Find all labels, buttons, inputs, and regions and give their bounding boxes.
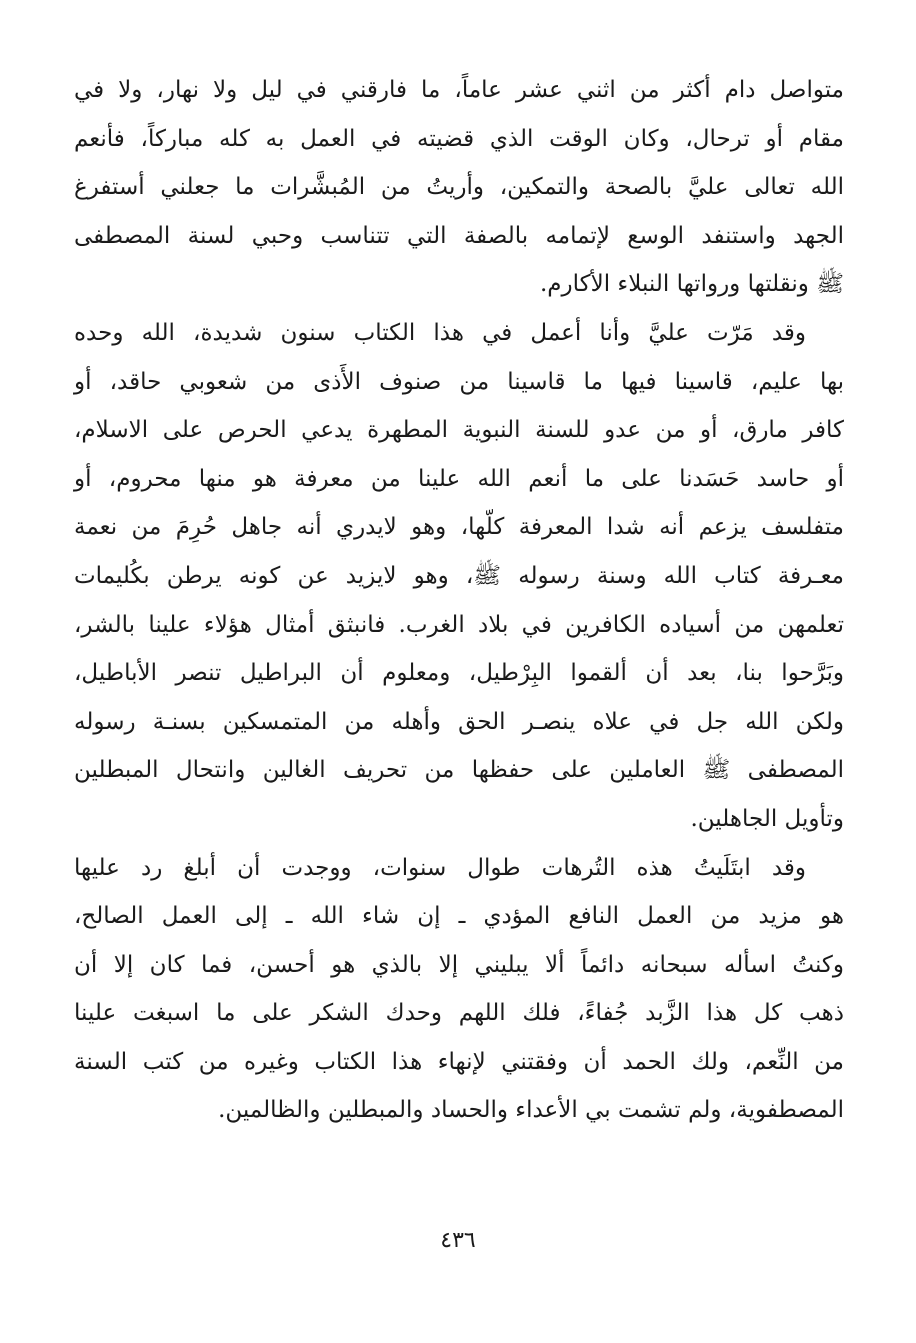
paragraph-1 [74,66,844,309]
text-line: معـرفة كتاب الله وسنة رسوله ﷺ، وهو لايزيد عن كونه يرطن بكُليمات [74,562,844,589]
text-line: ولكن الله جل في علاه ينصـر الحق وأهله من المتمسكين بسنـة رسوله [74,708,844,735]
text-line: ﷺ ونقلتها ورواتها النبلاء الأكارم. [540,271,844,298]
text-line: هو مزيد من العمل النافع المؤدي ـ إن شاء الله ـ إلى العمل الصالح، [74,903,844,930]
text-line: وكنتُ اسأله سبحانه دائماً ألا يبليني إلا بالذي هو أحسن، فما كان إلا أن [74,951,844,978]
text-line: ذهب كل هذا الزَّبد جُفاءً، فلك اللهم وحدك الشكر على ما اسبغت علينا [74,1000,844,1027]
paragraph-2 [74,309,844,844]
paragraph-3 [74,844,844,1136]
text-line: بها عليم، قاسينا فيها ما قاسينا من صنوف الأَذى من شعوبي حاقد، أو [74,368,844,395]
text-line: المصطفى ﷺ العاملين على حفظها من تحريف الغالين وانتحال المبطلين [74,757,844,784]
text-line: من النِّعم، ولك الحمد أن وفقتني لإنهاء هذا الكتاب وغيره من كتب السنة [74,1048,844,1075]
text-line: وتأويل الجاهلين. [690,805,844,832]
text-line: الجهد واستنفد الوسع لإتمامه بالصفة التي تتناسب وحبي لسنة المصطفى [74,222,844,249]
text-line: وقد مَرّت عليَّ وأنا أعمل في هذا الكتاب سنون شديدة، الله وحده [74,319,806,346]
text-line: كافر مارق، أو من عدو للسنة النبوية المطهرة يدعي الحرص على الاسلام، [74,417,844,444]
text-line: متفلسف يزعم أنه شدا المعرفة كلّها، وهو لايدري أنه جاهل حُرِمَ من نعمة [74,514,844,541]
text-line: وبَرَّحوا بنا، بعد أن ألقموا البِرْطيل، ومعلوم أن البراطيل تنصر الأباطيل، [74,660,844,687]
body-text [74,66,844,1135]
text-line: أو حاسد حَسَدنا على ما أنعم الله علينا من معرفة هو منها محروم، أو [74,465,844,492]
text-line: المصطفوية، ولم تشمت بي الأعداء والحساد والمبطلين والظالمين. [218,1097,844,1124]
text-line: مقام أو ترحال، وكان الوقت الذي قضيته في العمل به كله مباركاً، فأنعم [74,125,844,152]
text-line: وقد ابتَلَيتُ هذه التُرهات طوال سنوات، ووجدت أن أبلغ رد عليها [74,854,806,881]
text-line: متواصل دام أكثر من اثني عشر عاماً، ما فارقني في ليل ولا نهار، ولا في [74,77,844,103]
page-number: ٤٣٦ [440,1228,476,1253]
text-line: تعلمهن من أسياده الكافرين في بلاد الغرب. فانبثق أمثال هؤلاء علينا بالشر، [74,611,844,638]
text-line: الله تعالى عليَّ بالصحة والتمكين، وأريتُ من المُبشَّرات ما جعلني أستفرغ [74,174,844,201]
